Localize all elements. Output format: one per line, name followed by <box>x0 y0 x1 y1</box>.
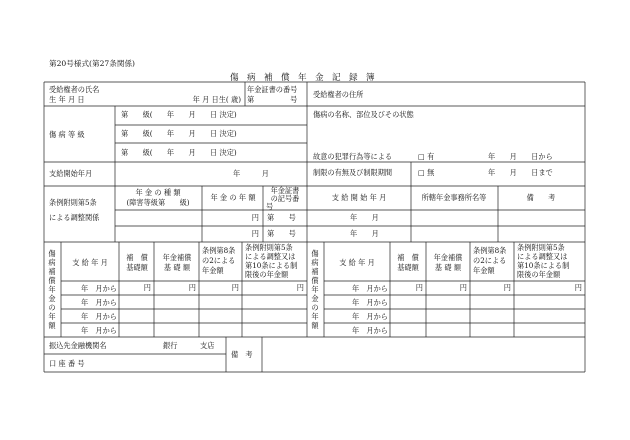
cert-number-label: 年金証書の番号 <box>247 85 298 94</box>
col-art8-left-3: 年金額 <box>202 266 224 275</box>
grade-row-1: 第 級( 年 月 日 決定) <box>121 110 237 119</box>
pension-type-label: 年 金 の 種 類 <box>135 188 181 197</box>
adjustment-label-1: 条例附則第5条 <box>49 198 97 207</box>
col-art8-left-1: 条例第8条 <box>202 246 236 255</box>
row-from-right-3: 年 月から <box>352 312 388 321</box>
payment-start-value: 年 月 <box>233 169 269 178</box>
col-art5-left-3: 第10条による制 <box>245 261 298 270</box>
yen-art8-left: 円 <box>231 283 239 292</box>
col-art5-left-1: 条例附則第5条 <box>245 243 293 252</box>
yen-base-right: 円 <box>459 283 467 292</box>
col-art8-right-1: 条例第8条 <box>473 246 507 255</box>
yen-art5-right: 円 <box>574 283 582 292</box>
cert-number-value: 第 号 <box>247 95 298 104</box>
address-label: 受給権者の住所 <box>313 90 364 99</box>
row-from-left-2: 年 月から <box>81 298 117 307</box>
recipient-dob-label: 生 年 月 日 <box>49 95 85 104</box>
col-base-right-1: 年金補償 <box>433 253 463 262</box>
col-base-right-2: 基 礎 額 <box>434 263 462 272</box>
branch-label: 支店 <box>200 341 215 350</box>
bank-remarks-label: 備 考 <box>231 350 253 359</box>
pension-type-grade: (障害等級第 級) <box>126 198 190 207</box>
yen-art8-right: 円 <box>503 283 511 292</box>
col-art5-left-2: による調整又は <box>245 252 296 261</box>
col-period-right: 支 給 年 月 <box>339 258 375 267</box>
adjustment-yen-1: 円 <box>251 213 259 222</box>
restriction-label-1: 故意の犯罪行為等による <box>313 152 393 161</box>
col-comp-right-2: 基礎額 <box>397 263 419 272</box>
pension-office-label: 所轄年金事務所名等 <box>421 193 487 202</box>
col-comp-left-1: 補 償 <box>126 253 148 262</box>
cert-symbol-label-3: 号 <box>266 202 274 211</box>
col-art8-right-2: の2による <box>473 256 507 265</box>
col-art5-right-4: 限後の年金額 <box>517 270 561 279</box>
grade-label: 傷 病 等 級 <box>49 130 85 139</box>
col-period-left: 支 給 年 月 <box>72 258 108 267</box>
adjustment-cert-2: 第 号 <box>267 229 296 238</box>
pension-vertical-label-right: 傷病補償年金の年額 <box>311 249 319 330</box>
page-title: 傷病補償年金記録簿 <box>230 73 383 83</box>
restriction-label-2: 制限の有無及び制限期間 <box>313 168 393 177</box>
col-art8-left-2: の2による <box>202 256 236 265</box>
col-base-left-2: 基 礎 額 <box>163 263 191 272</box>
adjustment-yen-2: 円 <box>251 229 259 238</box>
row-from-right-1: 年 月から <box>352 284 388 293</box>
col-comp-left-2: 基礎額 <box>126 263 148 272</box>
adjustment-start-label: 支 給 開 始 年 月 <box>331 193 387 202</box>
cert-symbol-label-2: の記号番 <box>270 194 300 203</box>
injury-label: 傷病の名称、部位及びその状態 <box>313 110 414 119</box>
col-art5-right-3: 第10条による制 <box>517 261 570 270</box>
restriction-no-period: 年 月 日まで <box>488 168 553 177</box>
adjustment-ym-1: 年 月 <box>350 213 379 222</box>
restriction-no: □ 無 <box>418 168 435 177</box>
col-art5-left-4: 限後の年金額 <box>245 270 289 279</box>
restriction-yes-period: 年 月 日から <box>488 152 553 161</box>
restriction-yes: □ 有 <box>418 152 435 161</box>
adjustment-label-2: による調整関係 <box>49 213 100 222</box>
recipient-name-label: 受給権者の氏名 <box>49 85 100 94</box>
bank-name-label: 振込先金融機関名 <box>49 341 107 350</box>
adjustment-ym-2: 年 月 <box>350 229 379 238</box>
cert-symbol-label-1: 年金証書 <box>270 186 300 195</box>
row-from-left-3: 年 月から <box>81 312 117 321</box>
account-number-label: 口 座 番 号 <box>49 359 85 368</box>
bank-label: 銀行 <box>163 341 178 350</box>
grade-row-3: 第 級( 年 月 日 決定) <box>121 148 237 157</box>
pension-amount-label: 年 金 の 年 額 <box>210 193 256 202</box>
row-from-right-4: 年 月から <box>352 326 388 335</box>
yen-comp-right: 円 <box>415 283 423 292</box>
row-from-left-4: 年 月から <box>81 326 117 335</box>
payment-start-label: 支給開始年月 <box>49 169 93 178</box>
col-art8-right-3: 年金額 <box>473 266 495 275</box>
col-art5-right-1: 条例附則第5条 <box>517 243 565 252</box>
col-art5-right-2: による調整又は <box>517 252 568 261</box>
col-comp-right-1: 補 償 <box>397 253 419 262</box>
adjustment-cert-1: 第 号 <box>267 213 296 222</box>
form-number: 第20号様式(第27条関係) <box>49 59 135 68</box>
row-from-left-1: 年 月から <box>81 284 117 293</box>
yen-comp-left: 円 <box>143 283 151 292</box>
dob-format: 年 月 日生( 歳) <box>192 95 241 104</box>
grade-row-2: 第 級( 年 月 日 決定) <box>121 129 237 138</box>
yen-art5-left: 円 <box>296 283 304 292</box>
yen-base-left: 円 <box>188 283 196 292</box>
pension-vertical-label-left: 傷病補償年金の年額 <box>48 249 56 330</box>
adjustment-remarks-label: 備 考 <box>526 193 556 202</box>
row-from-right-2: 年 月から <box>352 298 388 307</box>
col-base-left-1: 年金補償 <box>162 253 192 262</box>
